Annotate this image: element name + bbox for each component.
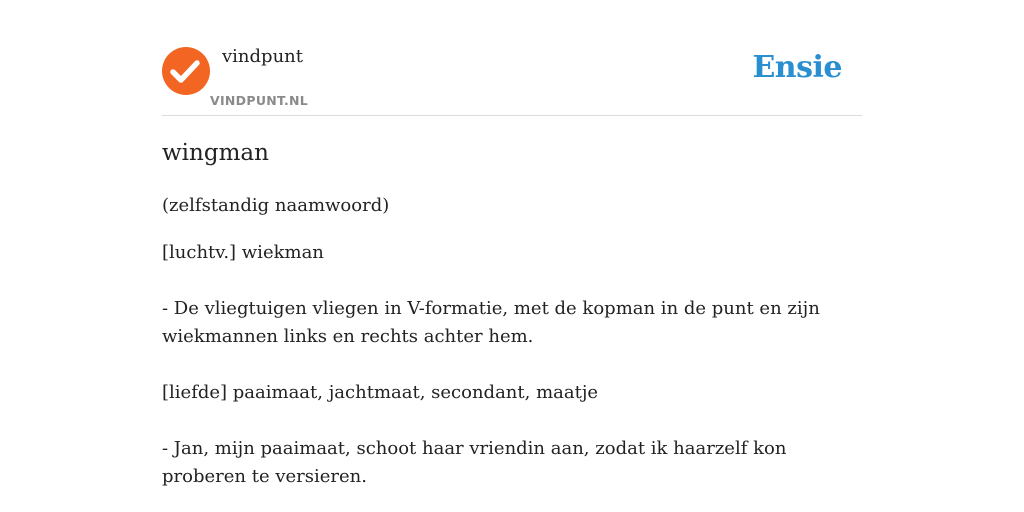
definition-1: [luchtv.] wiekman xyxy=(162,242,324,263)
entry-term: wingman xyxy=(162,140,269,166)
source-logo xyxy=(162,47,210,95)
example-1: - De vliegtuigen vliegen in V-formatie, met de kopman in de punt en zijn wiekmannen links en rechts achter hem. xyxy=(162,298,820,347)
definition-2: [liefde] paaimaat, jachtmaat, secondant, maatje xyxy=(162,382,599,403)
checkmark-icon xyxy=(162,47,210,95)
example-2: - Jan, mijn paaimaat, schoot haar vriendin aan, zodat ik haarzelf kon proberen te versieren. xyxy=(162,438,787,487)
entry-card xyxy=(162,0,862,512)
card-header xyxy=(162,0,862,116)
brand-logo[interactable]: Ensie xyxy=(752,50,842,85)
source-name[interactable]: vindpunt xyxy=(222,46,303,67)
source-domain[interactable]: VINDPUNT.NL xyxy=(210,93,309,108)
word-class: (zelfstandig naamwoord) xyxy=(162,195,390,216)
